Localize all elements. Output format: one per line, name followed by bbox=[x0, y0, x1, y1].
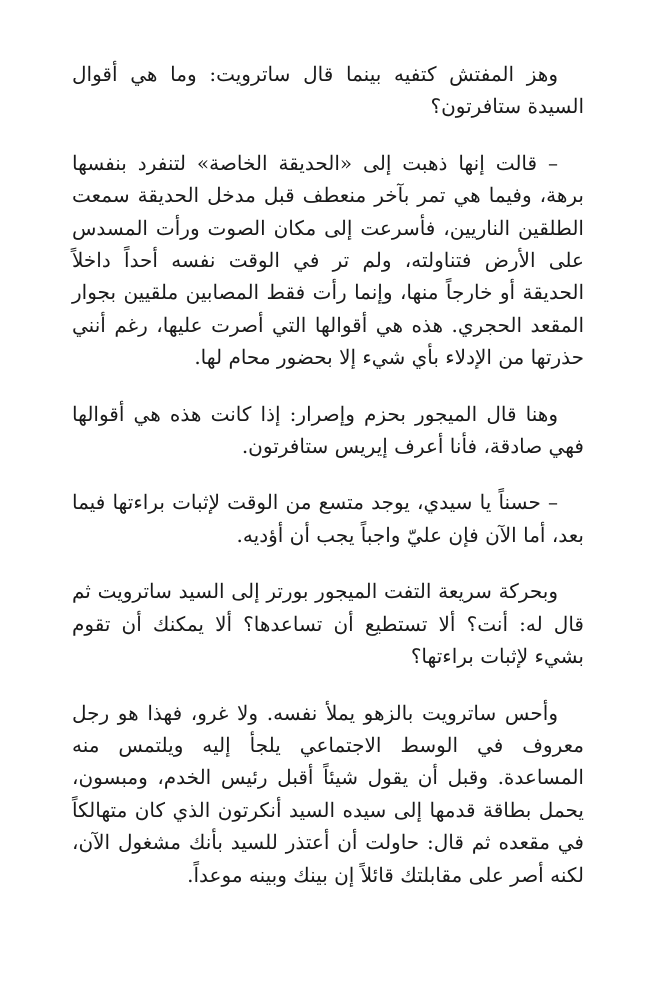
page-body bbox=[72, 58, 584, 915]
paragraph-3: وهنا قال الميجور بحزم وإصرار: إذا كانت هذه هي أقوالها فهي صادقة، فأنا أعرف إيريس ستافرتون. bbox=[72, 401, 584, 459]
paragraph-4: – حسناً يا سيدي، يوجد متسع من الوقت لإثبات براءتها فيما بعد، أما الآن فإن عليّ واجباً يجب أن أؤديه. bbox=[72, 490, 584, 547]
paragraph-5: وبحركة سريعة التفت الميجور بورتر إلى السيد ساترويت ثم قال له: أنت؟ ألا تستطيع أن تساعدها؟ ألا يمكنك أن تقوم بشيء لإثبات براءتها؟ bbox=[72, 579, 584, 669]
paragraph-6: وأحس ساترويت بالزهو يملأ نفسه. ولا غرو، فهذا هو رجل معروف في الوسط الاجتماعي يلجأ إليه ويلتمس منه المساعدة. وقبل أن يقول شيئاً أقبل رئيس الخدم، ومبسون، يحمل بطاقة قدمها إلى سيده السيد أنكرتون الذي كان متهالكاً في مقعده ثم قال: حاولت أن أعتذر للسيد بأنك مشغول الآن، لكنه أصر على مقابلتك قائلاً إن بينك وبينه موعداً. bbox=[72, 700, 584, 887]
paragraph-2: – قالت إنها ذهبت إلى «الحديقة الخاصة» لتنفرد بنفسها برهة، وفيما هي تمر بآخر منعطف قبل مدخل الحديقة سمعت الطلقين الناريين، فأسرعت إلى مكان الصوت ورأت المسدس على الأرض فتناولته، ولم تر في الوقت نفسه أحداً داخلاً الحديقة أو خارجاً منها، وإنما رأت فقط المصابين ملقيين بجوار المقعد الحجري. هذه هي أقوالها التي أصرت عليها، رغم أنني حذرتها من الإدلاء بأي شيء إلا بحضور محام لها. bbox=[72, 150, 584, 370]
paragraph-1: وهز المفتش كتفيه بينما قال ساترويت: وما هي أقوال السيدة ستافرتون؟ bbox=[72, 62, 584, 119]
